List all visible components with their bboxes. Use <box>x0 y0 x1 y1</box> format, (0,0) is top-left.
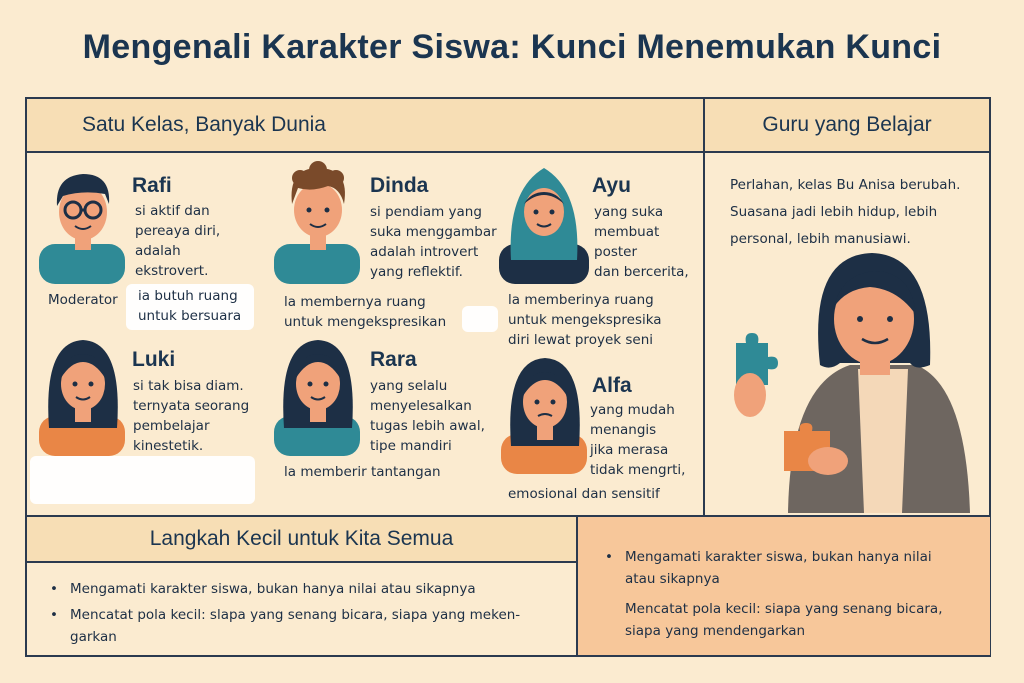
rafi-extra: ia butuh ruang untuk bersuara <box>138 288 242 324</box>
bullet-icon: • <box>605 549 613 565</box>
bullet-icon: • <box>50 607 58 623</box>
list-item-text: Mengamati karakter siswa, bukan hanya nilai atau sikapnya <box>625 549 932 587</box>
avatar-luki <box>35 332 130 456</box>
avatar-rafi <box>35 160 130 284</box>
section-header-teacher <box>705 99 989 153</box>
teacher-story-line: Perlahan, kelas Bu Anisa berubah. <box>730 177 961 193</box>
section-title-steps: Langkah Kecil untuk Kita Semua <box>149 527 454 550</box>
bullet-icon: • <box>50 581 58 597</box>
teacher-illustration <box>720 245 986 513</box>
page-title: Mengenali Karakter Siswa: Kunci Menemukan Kunci <box>82 28 942 66</box>
character-desc-dinda: si pendiam yang suka menggambar adalah introvert yang reflektif. <box>370 204 497 280</box>
avatar-ayu <box>497 160 592 284</box>
section-header-steps <box>27 517 576 563</box>
character-name-alfa: Alfa <box>592 374 632 397</box>
dinda-extra: la membernya ruang untuk mengekspresikan <box>284 294 447 330</box>
character-name-rafi: Rafi <box>132 174 172 197</box>
character-name-dinda: Dinda <box>370 174 429 197</box>
avatar-rara <box>270 332 365 456</box>
teacher-story <box>730 172 975 253</box>
list-item <box>50 578 570 600</box>
character-name-luki: Luki <box>132 348 176 371</box>
character-name-rara: Rara <box>370 348 417 371</box>
list-item-text: Mencatat pola kecil: siapa yang senang bicara, siapa yang mendengarkan <box>625 601 943 639</box>
divider-vertical <box>703 99 705 517</box>
character-desc-rafi: si aktif dan pereaya diri, adalah ekstrovert. <box>135 203 221 279</box>
ayu-extra: la memberinya ruang untuk mengekspresika diri lewat proyek seni <box>508 292 662 348</box>
list-item-text: Mengamati karakter siswa, bukan hanya nilai atau sikapnya <box>70 581 476 597</box>
rafi-role-label: Moderator <box>48 292 118 308</box>
avatar-dinda <box>270 160 365 284</box>
character-desc-alfa: yang mudah menangis jika merasa tidak mengrti, <box>590 402 686 478</box>
highlight-mark <box>462 306 498 332</box>
section-header-classroom <box>27 99 703 153</box>
steps-list-left <box>50 578 570 652</box>
list-item <box>605 598 985 642</box>
list-item <box>50 604 570 648</box>
list-item <box>605 546 985 590</box>
rara-extra: la memberir tantangan <box>284 464 441 480</box>
teacher-story-line: Suasana jadi lebih hidup, lebih <box>730 204 938 220</box>
alfa-extra: emosional dan sensitif <box>508 486 660 502</box>
list-item-text: Mencatat pola kecil: slapa yang senang bicara, siapa yang meken- garkan <box>70 607 521 645</box>
steps-list-right <box>605 546 985 646</box>
highlight-mark <box>30 456 255 504</box>
divider-bottom-vertical <box>576 517 578 655</box>
character-desc-luki: si tak bisa diam. ternyata seorang pembelajar kinestetik. <box>133 378 250 454</box>
teacher-story-line: personal, lebih manusiawi. <box>730 231 911 247</box>
section-title-teacher: Guru yang Belajar <box>762 113 932 136</box>
character-desc-rara: yang selalu menyelesalkan tugas lebih awal, tipe mandiri <box>370 378 485 454</box>
avatar-alfa <box>497 350 592 474</box>
character-desc-ayu: yang suka membuat poster dan bercerita, <box>594 204 689 280</box>
character-name-ayu: Ayu <box>592 174 631 197</box>
section-title-classroom: Satu Kelas, Banyak Dunia <box>82 113 326 136</box>
